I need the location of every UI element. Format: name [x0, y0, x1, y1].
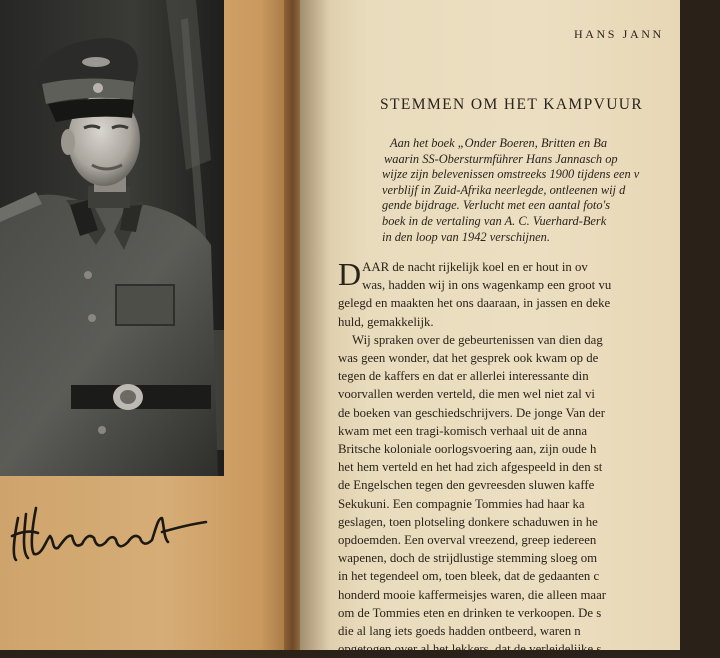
body-line: Wij spraken over de gebeurtenissen van dien dag	[352, 332, 603, 347]
body-line: die al lang iets goeds hadden ontbeerd, waren n	[338, 624, 581, 639]
body-line: was geen wonder, dat het gesprek ook kwam op de	[338, 351, 599, 366]
right-page-text	[338, 0, 678, 657]
body-line: wapenen, doch de strijdlustige stemming sloeg om	[338, 551, 598, 566]
signature	[6, 478, 214, 574]
body-line: voorvallen werden verteld, die men wel niet zal vi	[338, 387, 595, 402]
body-line: kwam met een tragi-komisch verhaal uit de anna	[338, 423, 588, 438]
intro-paragraph	[382, 136, 720, 245]
intro-line: wijze zijn belevenissen omstreeks 1900 tijdens een v	[382, 167, 640, 182]
body-line: in het tegendeel om, toen bleek, dat de gedaanten c	[338, 569, 600, 584]
body-line: huld, gemakkelijk.	[338, 314, 434, 329]
intro-line: boek in de vertaling van A. C. Vuerhard-Berk	[382, 213, 607, 228]
intro-line: in den loop van 1942 verschijnen.	[382, 229, 550, 244]
body-line: Sekukuni. Een compagnie Tommies had haar ka	[338, 496, 585, 511]
portrait-photo	[0, 0, 224, 476]
body-paragraphs	[338, 258, 678, 658]
body-line: honderd mooie kaffermeisjes waren, die alleen maar	[338, 587, 607, 602]
body-line: het hem verteld en het had zich afgespeeld in den st	[338, 460, 603, 475]
body-line: de boeken van geschiedschrijvers. De jonge Van der	[338, 405, 605, 420]
page-shadow	[300, 0, 330, 650]
drop-cap: D	[338, 256, 362, 292]
body-line: opgetogen over al het lekkers, dat de verleidelijke s	[338, 642, 602, 657]
body-line: gelegd en maakten het ons daaraan, in jassen en deke	[338, 296, 611, 311]
intro-line: gende bijdrage. Verlucht met een aantal foto's	[382, 198, 611, 213]
intro-line: verblijf in Zuid-Afrika neerlegde, ontleenen wij d	[382, 182, 626, 197]
running-head: HANS JANN	[574, 27, 664, 41]
body-line: de Engelschen tegen den gevreesden sluwen kaffe	[338, 478, 595, 493]
body-line: tegen de kaffers en dat er allerlei interessante din	[338, 369, 589, 384]
body-line: was, hadden wij in ons wagenkamp een groot vu	[362, 278, 612, 293]
body-line: AAR de nacht rijkelijk koel en er hout in ov	[362, 260, 588, 274]
body-line: Britsche koloniale oorlogsvoering aan, zijn oude h	[338, 442, 597, 457]
chapter-title: STEMMEN OM HET KAMPVUUR	[380, 96, 644, 113]
intro-line: Aan het boek „Onder Boeren, Britten en Ba	[390, 136, 608, 150]
body-line: om de Tommies eten en drinken te verkoopen. De s	[338, 605, 602, 620]
intro-line: waarin SS-Obersturmführer Hans Jannasch op	[384, 151, 618, 166]
body-line: geslagen, toen plotseling donkere schaduwen in he	[338, 514, 598, 529]
portrait-photo-drawing	[0, 0, 224, 476]
body-line: opdoemden. Een overval vreezend, greep iedereen	[338, 533, 597, 548]
